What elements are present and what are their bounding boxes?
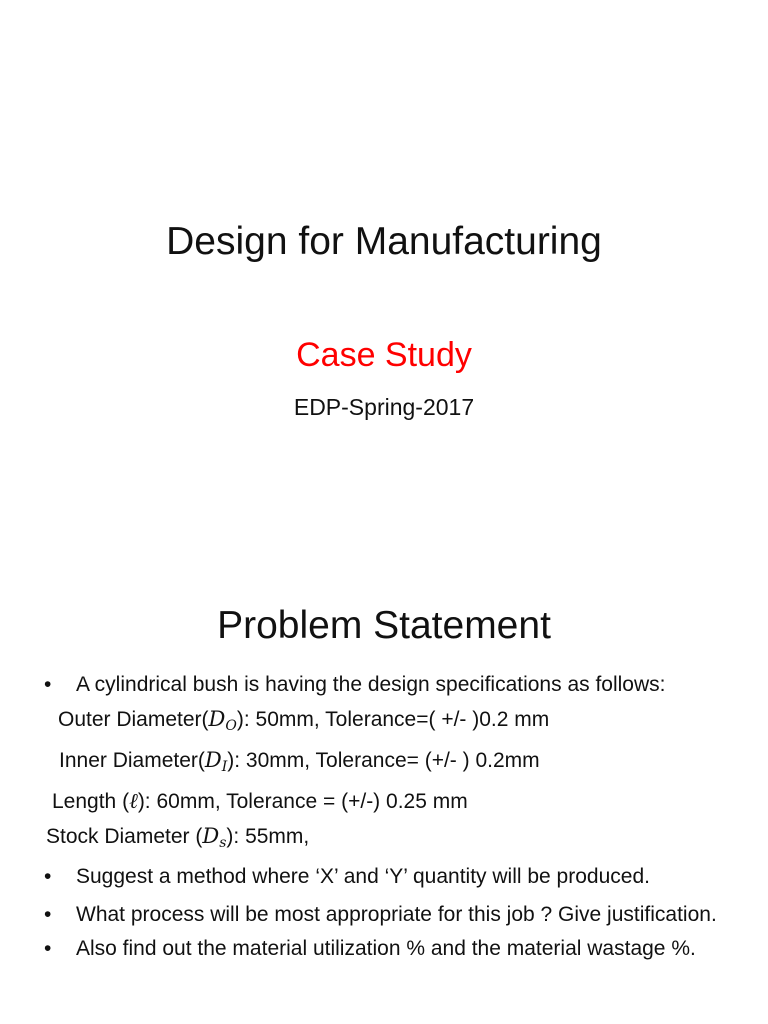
intro-bullet: • A cylindrical bush is having the design specifications as follows:	[0, 672, 768, 698]
length-symbol: ℓ	[129, 789, 138, 813]
utilization-bullet: • Also find out the material utilization % and the material wastage %.	[0, 936, 768, 962]
slide-title: Design for Manufacturing	[166, 220, 602, 263]
length-suffix: ): 60mm, Tolerance = (+/-) 0.25 mm	[137, 790, 468, 813]
inner-diameter-spec	[0, 747, 768, 780]
stock-diameter-spec	[0, 823, 768, 856]
outer-suffix: ): 50mm, Tolerance=( +/- )0.2 mm	[236, 708, 550, 731]
outer-symbol: D	[208, 707, 226, 731]
outer-diameter-spec	[0, 706, 768, 739]
problem-content	[0, 672, 768, 970]
inner-prefix: Inner Diameter(	[59, 749, 205, 772]
slide-subtitle: Case Study	[296, 336, 472, 374]
problem-statement-title: Problem Statement	[217, 604, 551, 647]
problem-statement-slide	[0, 560, 768, 1024]
inner-suffix: ): 30mm, Tolerance= (+/- ) 0.2mm	[227, 749, 540, 772]
length-spec	[0, 788, 768, 815]
inner-subscript: I	[221, 759, 228, 775]
outer-subscript: O	[225, 718, 237, 734]
inner-symbol: D	[204, 748, 222, 772]
course-label: EDP-Spring-2017	[293, 394, 475, 420]
stock-suffix: ): 55mm,	[226, 825, 310, 848]
length-prefix: Length (	[52, 790, 130, 813]
outer-prefix: Outer Diameter(	[58, 708, 209, 731]
stock-subscript: s	[219, 835, 227, 851]
stock-prefix: Stock Diameter (	[46, 825, 203, 848]
method-bullet: • Suggest a method where ‘X’ and ‘Y’ quantity will be produced.	[0, 864, 768, 890]
stock-symbol: D	[202, 824, 220, 848]
process-bullet: • What process will be most appropriate for this job ? Give justification.	[0, 898, 768, 932]
